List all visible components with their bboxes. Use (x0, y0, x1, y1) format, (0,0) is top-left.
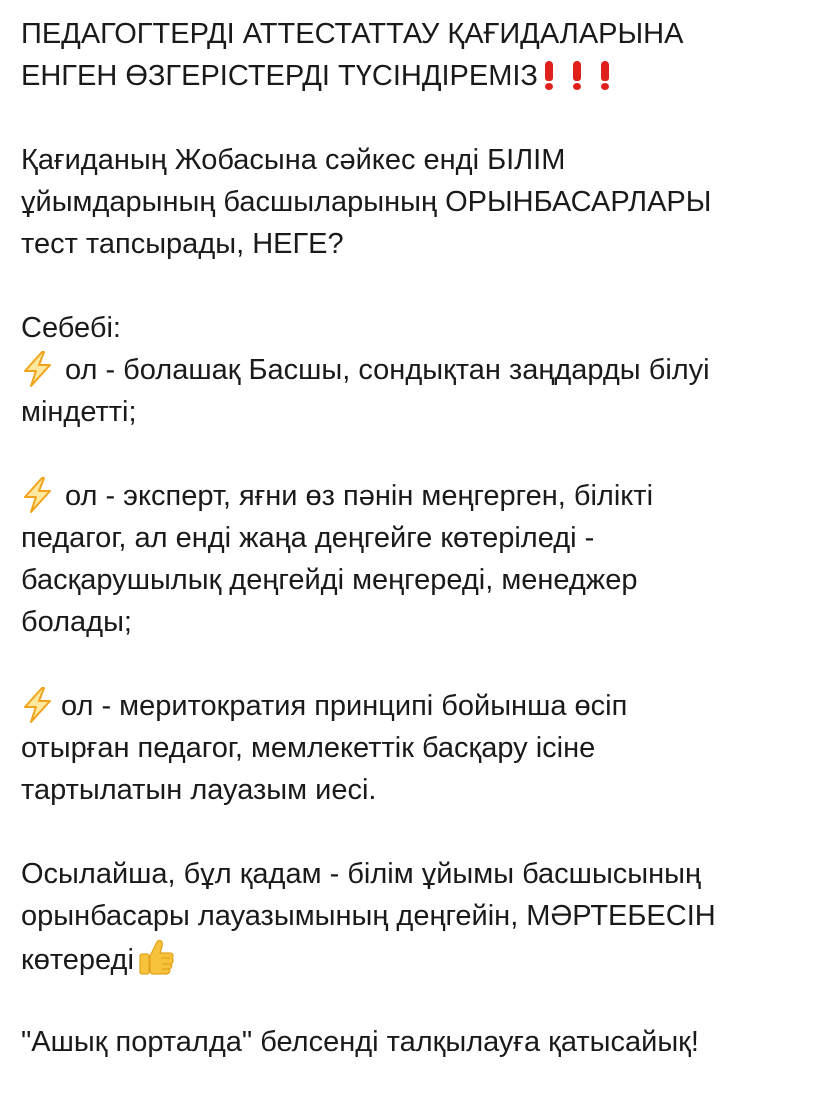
spacer (21, 979, 819, 1021)
point-1-line-2: міндетті; (21, 396, 137, 428)
spacer (21, 97, 819, 139)
title-line-2 (21, 55, 819, 97)
point-1-text: ол - болашақ Басшы, сондықтан заңдарды білуі (65, 354, 710, 386)
exclamation-icon (542, 59, 556, 89)
spacer (21, 265, 819, 307)
conclusion-text: көтереді (21, 944, 134, 976)
intro-line-3: тест тапсырады, НЕГЕ? (21, 228, 344, 260)
intro-line-1: Қағиданың Жобасына сәйкес енді БІЛІМ (21, 144, 566, 176)
point-2-line-2: педагог, ал енді жаңа деңгейге көтеріледі - (21, 522, 595, 554)
point-3-line-1 (21, 685, 819, 727)
title-text: ЕНГЕН ӨЗГЕРІСТЕРДІ ТҮСІНДІРЕМІЗ (21, 60, 538, 92)
conclusion-line-3 (21, 937, 819, 979)
title-line-1: ПЕДАГОГТЕРДІ АТТЕСТАТТАУ ҚАҒИДАЛАРЫНА (21, 18, 684, 50)
exclamation-icon (570, 59, 584, 89)
point-3-text: ол - меритократия принципі бойынша өсіп (61, 690, 628, 722)
conclusion-line-1: Осылайша, бұл қадам - білім ұйымы басшысының (21, 858, 702, 890)
intro-line-2: ұйымдарының басшыларының ОРЫНБАСАРЛАРЫ (21, 186, 712, 218)
lightning-icon (21, 351, 55, 387)
spacer (21, 433, 819, 475)
point-2-text: ол - эксперт, яғни өз пәнін меңгерген, білікті (65, 480, 654, 512)
lightning-icon (21, 687, 55, 723)
exclamation-icon (598, 59, 612, 89)
point-3-line-2: отырған педагог, мемлекеттік басқару ісіне (21, 732, 596, 764)
point-2-line-4: болады; (21, 606, 132, 638)
point-1-line-1 (21, 349, 819, 391)
reason-heading: Себебі: (21, 312, 121, 344)
closing-line: "Ашық порталда" белсенді талқылауға қатысайық! (21, 1026, 699, 1058)
conclusion-line-2: орынбасары лауазымының деңгейін, МӘРТЕБЕСІН (21, 900, 716, 932)
spacer (21, 811, 819, 853)
lightning-icon (21, 477, 55, 513)
point-2-line-1 (21, 475, 819, 517)
spacer (21, 643, 819, 685)
point-3-line-3: тартылатын лауазым иесі. (21, 774, 377, 806)
thumbs-up-icon (136, 937, 176, 977)
point-2-line-3: басқарушылық деңгейді меңгереді, менеджер (21, 564, 638, 596)
